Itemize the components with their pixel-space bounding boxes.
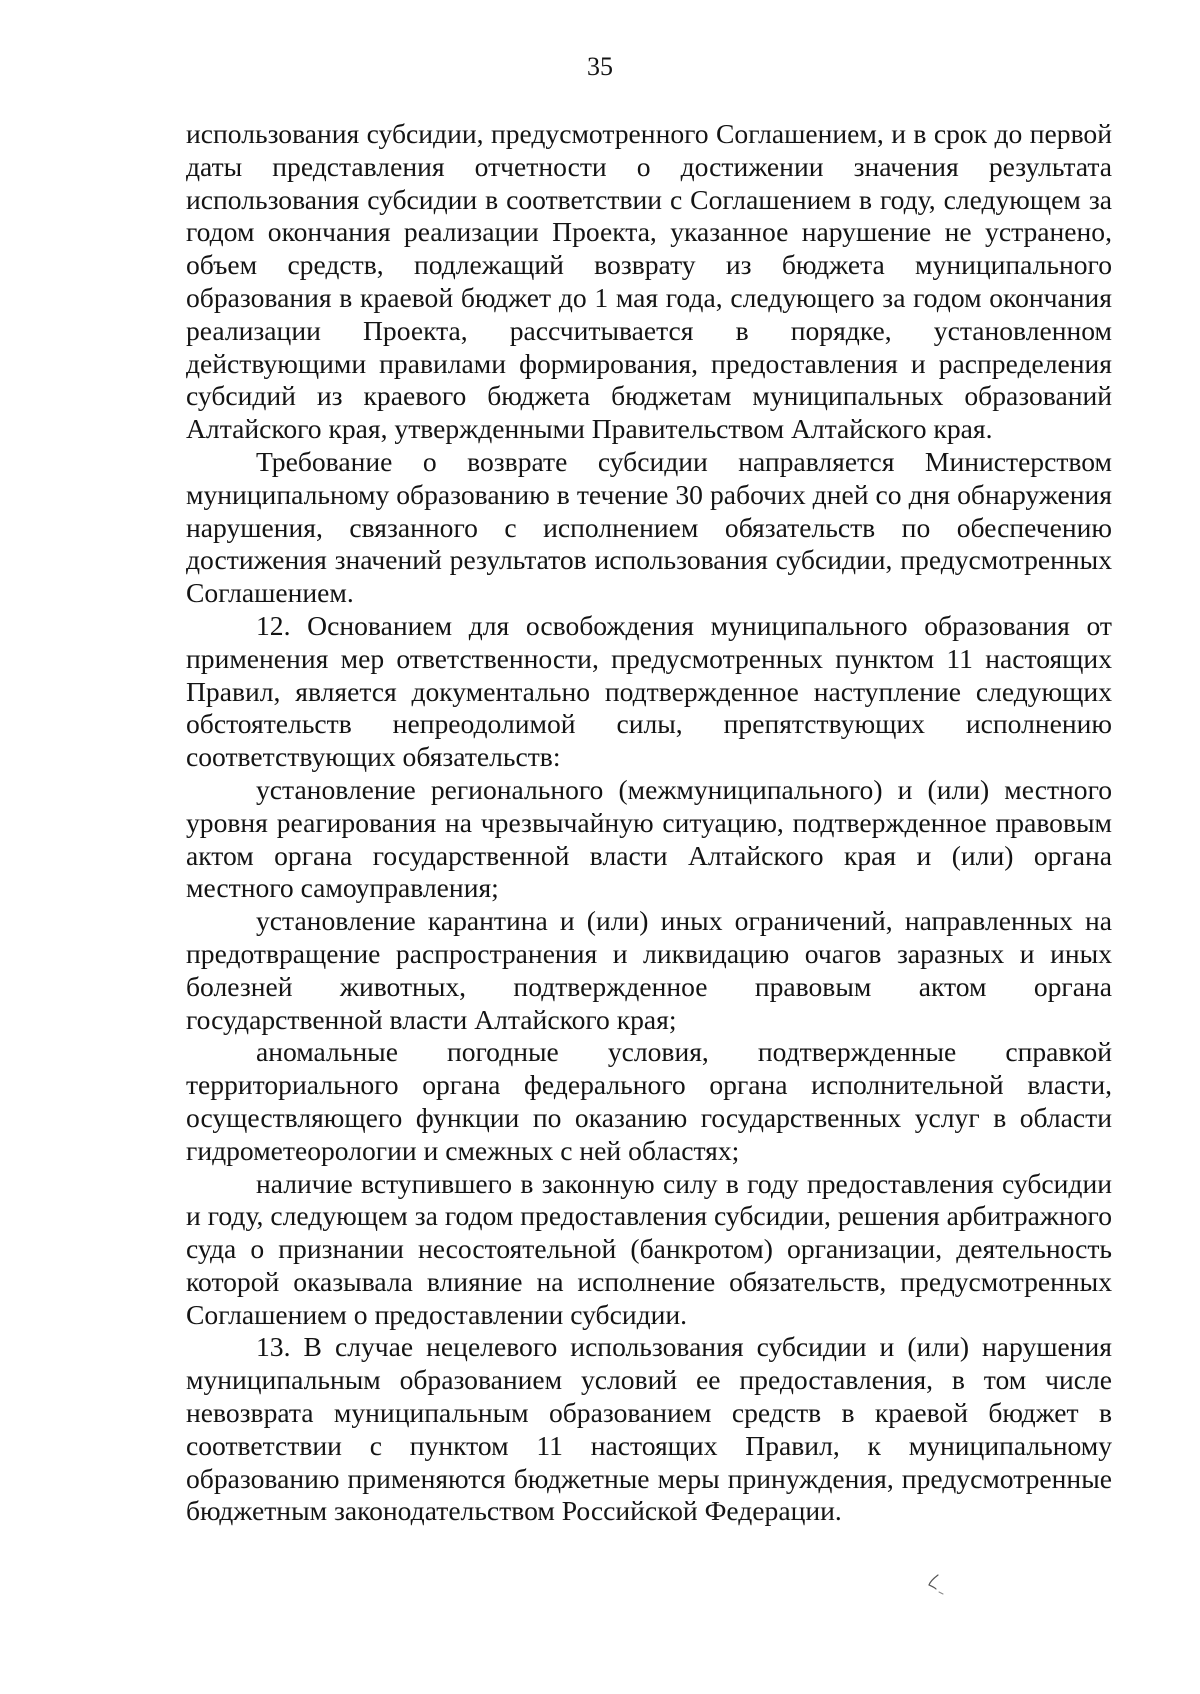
- paragraph-refund-requirement: Требование о возврате субсидии направляется Министерством муниципальному образованию в течение 30 рабочих дней со дня обнаружения нарушения, связанного с исполнением обязательств по обеспечению достижения значений результатов использования субсидии, предусмотренных Соглашением.: [186, 445, 1112, 609]
- paragraph-quarantine: установление карантина и (или) иных ограничений, направленных на предотвращение распространения и ликвидацию очагов заразных и иных болезней животных, подтвержденное правовым актом органа государственной власти Алтайского края;: [186, 905, 1112, 1035]
- paragraph-clause-12: 12. Основанием для освобождения муниципального образования от применения мер ответственности, предусмотренных пунктом 11 настоящих Правил, является документально подтвержденное наступление следующих обстоятельств непреодолимой силы, препятствующих исполнению соответствующих обязательств:: [186, 609, 1112, 773]
- paragraph-weather-conditions: аномальные погодные условия, подтвержденные справкой территориального органа федерального органа исполнительной власти, осуществляющего функции по оказанию государственных услуг в области гидрометеорологии и смежных с ней областях;: [186, 1036, 1112, 1166]
- page-number: 35: [587, 52, 613, 81]
- document-body: [186, 118, 1112, 1528]
- paragraph-bankruptcy-decision: наличие вступившего в законную силу в году предоставления субсидии и году, следующем за годом предоставления субсидии, решения арбитражного суда о признании несостоятельной (банкротом) организации, деятельность которой оказывала влияние на исполнение обязательств, предусмотренных Соглашением о предоставлении субсидии.: [186, 1167, 1112, 1330]
- paragraph-clause-13: 13. В случае нецелевого использования субсидии и (или) нарушения муниципальным образованием условий ее предоставления, в том числе невозврата муниципальным образованием средств в краевой бюджет в соответствии с пунктом 11 настоящих Правил, к муниципальному образованию применяются бюджетные меры принуждения, предусмотренные бюджетным законодательством Российской Федерации.: [186, 1331, 1112, 1527]
- handwritten-initials-icon: [924, 1572, 946, 1598]
- paragraph-continuation: использования субсидии, предусмотренного Соглашением, и в срок до первой даты представления отчетности о достижении значения результата использования субсидии в соответствии с Соглашением в году, следующем за годом окончания реализации Проекта, указанное нарушение не устранено, объем средств, подлежащий возврату из бюджета муниципального образования в краевой бюджет до 1 мая года, следующего за годом окончания реализации Проекта, рассчитывается в порядке, установленном действующими правилами формирования, предоставления и распределения субсидий из краевого бюджета бюджетам муниципальных образований Алтайского края, утвержденными Правительством Алтайского края.: [186, 118, 1112, 445]
- paragraph-emergency-response: установление регионального (межмуниципального) и (или) местного уровня реагирования на чрезвычайную ситуацию, подтвержденное правовым актом органа государственной власти Алтайского края и (или) органа местного самоуправления;: [186, 773, 1112, 904]
